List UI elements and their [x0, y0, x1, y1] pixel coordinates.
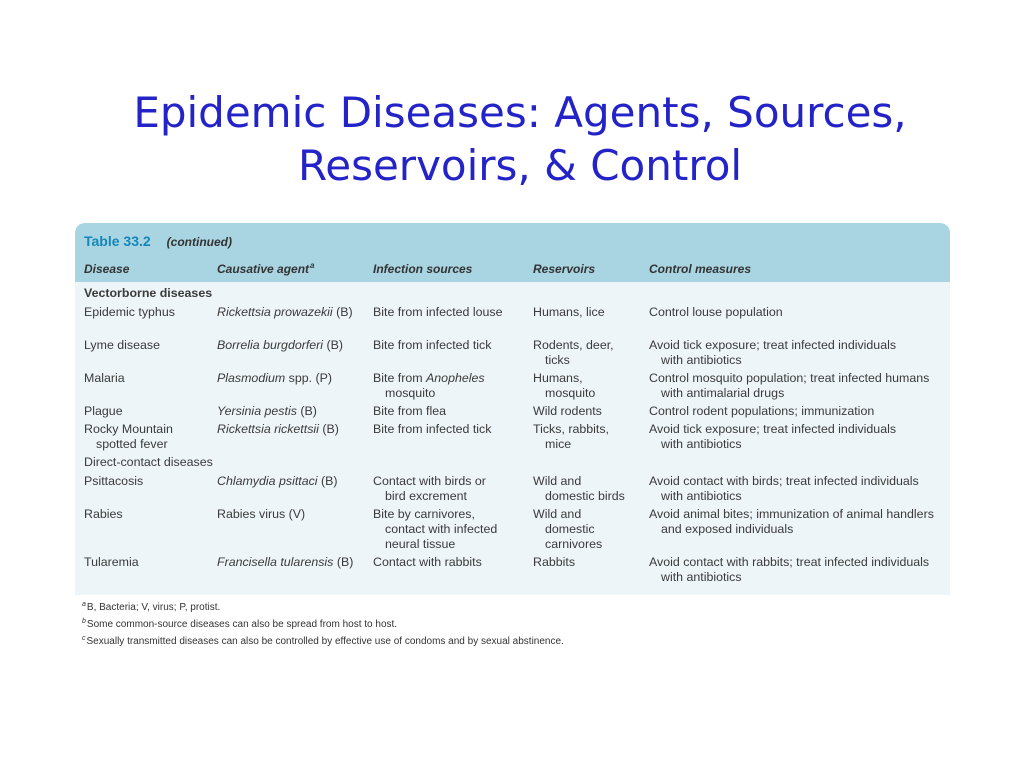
cell-line: Malaria — [84, 371, 125, 385]
sources-cell — [373, 555, 533, 585]
scientific-name: Borrelia burgdorferi — [217, 338, 324, 352]
cell-line: domestic — [545, 522, 595, 536]
table-footnotes — [82, 600, 564, 651]
cell-line: Rocky Mountain — [84, 422, 173, 436]
cell-line — [217, 371, 373, 386]
disease-cell — [84, 371, 217, 401]
agent-cell — [217, 555, 373, 585]
cell-line — [217, 555, 373, 570]
cell-line: with antibiotics — [661, 437, 742, 451]
table-row — [75, 553, 950, 586]
column-header-control-measures — [649, 261, 751, 277]
cell-line: Control mosquito population; treat infected humans — [649, 371, 930, 385]
cell-line: Lyme disease — [84, 338, 160, 352]
cell-line: carnivores — [545, 537, 603, 551]
cell-line: Plague — [84, 404, 123, 418]
disease-cell — [84, 555, 217, 585]
cell-line: ticks — [545, 353, 570, 367]
footnote-reference: a — [310, 261, 315, 270]
cell-line: Humans, lice — [533, 305, 605, 319]
cell-line: Bite from flea — [373, 404, 446, 418]
disease-cell — [84, 338, 217, 368]
reservoirs-cell — [533, 371, 649, 401]
agent-cell — [217, 338, 373, 368]
footnote-marker: a — [82, 601, 86, 608]
cell-text: (B) — [333, 555, 354, 569]
cell-line: Avoid contact with birds; treat infected individuals — [649, 474, 919, 488]
footnote-text: B, Bacteria; V, virus; P, protist. — [86, 602, 221, 613]
cell-line: Contact with rabbits — [373, 555, 482, 569]
control-cell — [649, 305, 950, 320]
reservoirs-cell — [533, 555, 649, 585]
footnote — [82, 600, 564, 617]
cell-line: mice — [545, 437, 572, 451]
scientific-name: Anopheles — [426, 371, 485, 385]
cell-line: Contact with birds or — [373, 474, 486, 488]
column-header-disease — [84, 261, 129, 277]
cell-text: (B) — [332, 305, 353, 319]
cell-line: Bite by carnivores, — [373, 507, 475, 521]
agent-cell — [217, 474, 373, 504]
cell-line — [217, 422, 373, 437]
table-body — [75, 282, 950, 586]
agent-cell — [217, 371, 373, 401]
footnote-marker: b — [82, 618, 86, 625]
agent-cell — [217, 305, 373, 320]
cell-line: Ticks, rabbits, — [533, 422, 609, 436]
cell-line: mosquito — [545, 386, 596, 400]
slide-title-line: Reservoirs, & Control — [297, 141, 743, 190]
cell-line — [217, 404, 373, 419]
cell-line: contact with infected — [385, 522, 498, 536]
cell-line: Rabbits — [533, 555, 576, 569]
scientific-name: Francisella tularensis — [217, 555, 334, 569]
table-row — [75, 472, 950, 505]
reservoirs-cell — [533, 507, 649, 552]
table-continued-note: (continued) — [166, 235, 232, 249]
table-section — [75, 284, 950, 453]
disease-cell — [84, 305, 217, 320]
column-header-label: Disease — [84, 262, 130, 276]
cell-line: bird excrement — [385, 489, 467, 503]
control-cell — [649, 474, 950, 504]
sources-cell — [373, 338, 533, 368]
cell-line: Rodents, deer, — [533, 338, 614, 352]
table-row — [75, 369, 950, 402]
table-section — [75, 453, 950, 586]
sources-cell — [373, 422, 533, 452]
cell-line — [217, 305, 373, 320]
table-row — [75, 402, 950, 420]
sources-cell — [373, 474, 533, 504]
column-header-label: Control measures — [649, 262, 752, 276]
control-cell — [649, 507, 950, 552]
cell-line: Epidemic typhus — [84, 305, 175, 319]
cell-text: Bite from — [373, 371, 427, 385]
cell-line: Wild and — [533, 507, 582, 521]
column-header-label: Infection sources — [373, 262, 473, 276]
cell-text: (B) — [317, 474, 338, 488]
cell-line: Avoid tick exposure; treat infected individuals — [649, 422, 897, 436]
column-header-infection-sources — [373, 261, 472, 277]
disease-cell — [84, 422, 217, 452]
agent-cell — [217, 507, 373, 552]
cell-line: Tularemia — [84, 555, 139, 569]
cell-text: (B) — [323, 338, 344, 352]
cell-line: Wild rodents — [533, 404, 602, 418]
scientific-name: Rickettsia rickettsii — [217, 422, 319, 436]
cell-line: Psittacosis — [84, 474, 144, 488]
column-header-reservoirs — [533, 261, 595, 277]
table-row — [75, 505, 950, 553]
slide-title — [20, 86, 1020, 192]
cell-line: Rabies — [84, 507, 123, 521]
cell-line: Avoid animal bites; immunization of animal handlers — [649, 507, 934, 521]
section-heading: Direct-contact diseases — [84, 455, 213, 469]
control-cell — [649, 555, 950, 585]
reservoirs-cell — [533, 422, 649, 452]
sources-cell — [373, 305, 533, 320]
footnote-text: Sexually transmitted diseases can also be controlled by effective use of condoms and by sexual abstinence. — [86, 636, 564, 647]
reservoirs-cell — [533, 305, 649, 320]
cell-line — [217, 338, 373, 353]
table-caption — [84, 233, 232, 250]
cell-line: Wild and — [533, 474, 582, 488]
cell-line: Avoid contact with rabbits; treat infected individuals — [649, 555, 930, 569]
reservoirs-cell — [533, 338, 649, 368]
cell-line: with antibiotics — [661, 353, 742, 367]
control-cell — [649, 338, 950, 368]
cell-line: Rabies virus (V) — [217, 507, 306, 521]
cell-line: with antimalarial drugs — [661, 386, 785, 400]
table-number: Table 33.2 — [84, 233, 151, 249]
agent-cell — [217, 404, 373, 419]
reservoirs-cell — [533, 404, 649, 419]
cell-line: Control rodent populations; immunization — [649, 404, 875, 418]
scientific-name: Chlamydia psittaci — [217, 474, 318, 488]
cell-line — [373, 371, 533, 386]
cell-line: Control louse population — [649, 305, 783, 319]
disease-cell — [84, 507, 217, 552]
cell-line — [217, 474, 373, 489]
data-table — [75, 223, 950, 595]
cell-line: and exposed individuals — [661, 522, 794, 536]
sources-cell — [373, 371, 533, 401]
footnote-text: Some common-source diseases can also be spread from host to host. — [86, 619, 398, 630]
cell-line: Bite from infected louse — [373, 305, 503, 319]
cell-line: mosquito — [385, 386, 436, 400]
sources-cell — [373, 404, 533, 419]
control-cell — [649, 404, 950, 419]
cell-line: spotted fever — [96, 437, 168, 451]
cell-line: with antibiotics — [661, 570, 742, 584]
disease-cell — [84, 404, 217, 419]
cell-line: Humans, — [533, 371, 583, 385]
table-header-band — [75, 223, 950, 282]
section-heading: Vectorborne diseases — [84, 286, 213, 300]
column-header-causative-agent — [217, 261, 315, 279]
cell-text: spp. (P) — [285, 371, 333, 385]
scientific-name: Rickettsia prowazekii — [217, 305, 333, 319]
agent-cell — [217, 422, 373, 452]
table-row — [75, 303, 950, 336]
table-row — [75, 336, 950, 369]
scientific-name: Yersinia pestis — [217, 404, 297, 418]
control-cell — [649, 371, 950, 401]
scientific-name: Plasmodium — [217, 371, 286, 385]
footnote — [82, 634, 564, 651]
cell-line: with antibiotics — [661, 489, 742, 503]
column-header-label: Reservoirs — [533, 262, 596, 276]
cell-line: Bite from infected tick — [373, 338, 492, 352]
table-row — [75, 420, 950, 453]
sources-cell — [373, 507, 533, 552]
slide-title-line: Epidemic Diseases: Agents, Sources, — [133, 88, 907, 137]
control-cell — [649, 422, 950, 452]
reservoirs-cell — [533, 474, 649, 504]
footnote — [82, 617, 564, 634]
cell-text: (B) — [318, 422, 339, 436]
cell-line: neural tissue — [385, 537, 456, 551]
footnote-marker: c — [82, 635, 86, 642]
cell-line: Bite from infected tick — [373, 422, 492, 436]
cell-line: domestic birds — [545, 489, 625, 503]
cell-line: Avoid tick exposure; treat infected individuals — [649, 338, 897, 352]
column-header-label: Causative agent — [217, 262, 310, 276]
cell-text: (B) — [296, 404, 317, 418]
disease-cell — [84, 474, 217, 504]
